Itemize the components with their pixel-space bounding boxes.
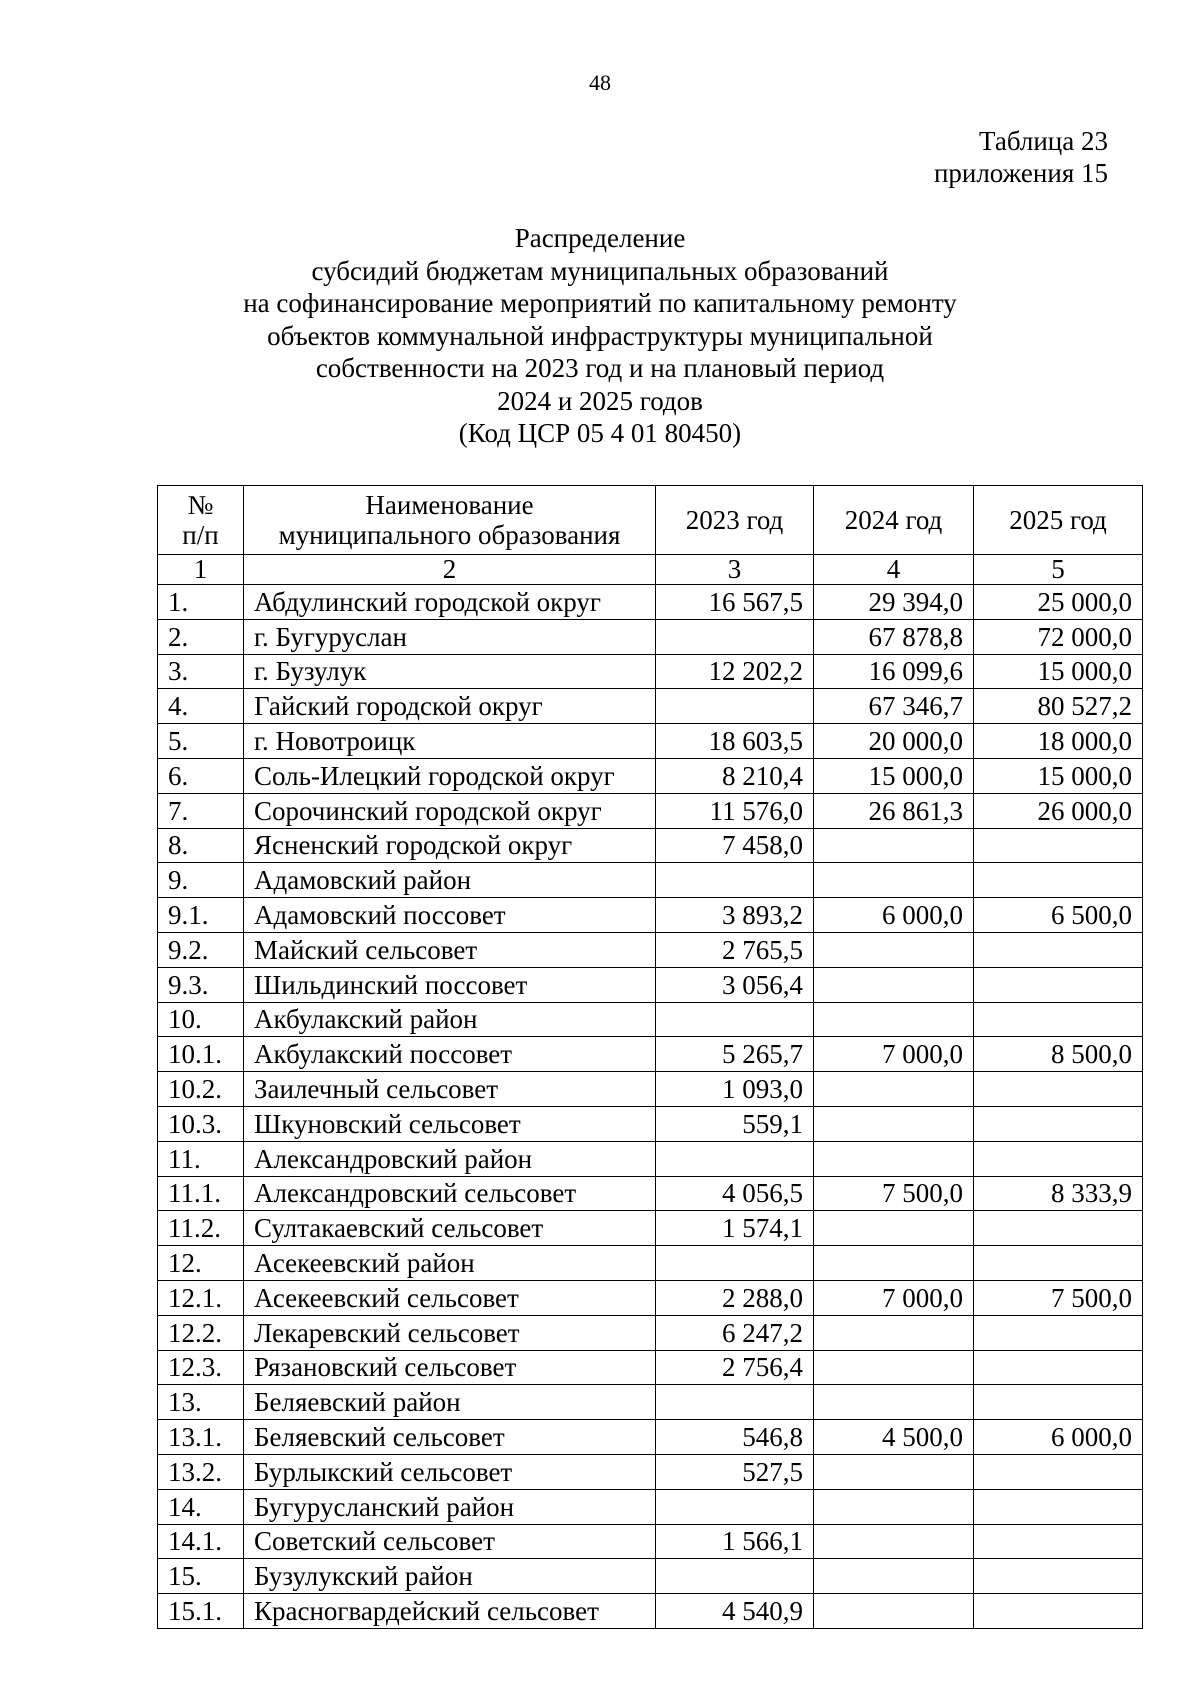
header-name-line-2: муниципального образования — [278, 520, 621, 550]
row-number-cell: 9. — [158, 863, 244, 898]
value-2023-cell: 2 765,5 — [656, 932, 814, 967]
value-2025-cell: 25 000,0 — [974, 585, 1143, 620]
value-2025-cell — [974, 932, 1143, 967]
table-row — [158, 793, 1143, 828]
municipality-name-cell: Беляевский район — [244, 1385, 656, 1420]
row-number-cell: 13.2. — [158, 1454, 244, 1489]
table-row — [158, 1002, 1143, 1037]
row-number-cell: 14.1. — [158, 1524, 244, 1559]
value-2025-cell — [974, 1594, 1143, 1629]
row-number-cell: 14. — [158, 1489, 244, 1524]
value-2025-cell: 8 500,0 — [974, 1037, 1143, 1072]
value-2025-cell: 6 500,0 — [974, 898, 1143, 933]
value-2023-cell: 4 056,5 — [656, 1176, 814, 1211]
row-number-cell: 10. — [158, 1002, 244, 1037]
value-2025-cell: 15 000,0 — [974, 654, 1143, 689]
value-2025-cell — [974, 967, 1143, 1002]
table-row — [158, 1246, 1143, 1281]
municipality-name-cell: Майский сельсовет — [244, 932, 656, 967]
value-2025-cell — [974, 1106, 1143, 1141]
municipality-name-cell: Ясненский городской округ — [244, 828, 656, 863]
subsidy-distribution-table — [157, 485, 1143, 1629]
row-number-cell: 3. — [158, 654, 244, 689]
value-2024-cell — [814, 1211, 974, 1246]
title-line: на софинансирование мероприятий по капитальному ремонту — [243, 288, 957, 318]
header-2024: 2024 год — [814, 486, 974, 555]
value-2024-cell: 7 000,0 — [814, 1037, 974, 1072]
value-2024-cell — [814, 932, 974, 967]
title-line: 2024 и 2025 годов — [497, 385, 703, 416]
row-number-cell: 12.2. — [158, 1315, 244, 1350]
municipality-name-cell: Рязановский сельсовет — [244, 1350, 656, 1385]
municipality-name-cell: г. Бузулук — [244, 654, 656, 689]
value-2025-cell — [974, 1524, 1143, 1559]
table-row — [158, 689, 1143, 724]
title-line: (Код ЦСР 05 4 01 80450) — [458, 418, 742, 448]
value-2025-cell: 18 000,0 — [974, 724, 1143, 759]
value-2023-cell: 3 893,2 — [656, 898, 814, 933]
value-2023-cell — [656, 689, 814, 724]
table-row — [158, 1280, 1143, 1315]
row-number-cell: 9.3. — [158, 967, 244, 1002]
row-number-cell: 12. — [158, 1246, 244, 1281]
table-row — [158, 1315, 1143, 1350]
table-row — [158, 828, 1143, 863]
value-2024-cell: 7 500,0 — [814, 1176, 974, 1211]
value-2025-cell: 6 000,0 — [974, 1420, 1143, 1455]
municipality-name-cell: Адамовский поссовет — [244, 898, 656, 933]
value-2024-cell — [814, 1454, 974, 1489]
value-2025-cell — [974, 1559, 1143, 1594]
value-2024-cell — [814, 1559, 974, 1594]
table-row — [158, 1594, 1143, 1629]
table-row — [158, 1211, 1143, 1246]
table-row — [158, 1350, 1143, 1385]
table-row — [158, 1524, 1143, 1559]
value-2024-cell: 4 500,0 — [814, 1420, 974, 1455]
value-2025-cell — [974, 1489, 1143, 1524]
header-2025: 2025 год — [974, 486, 1143, 555]
value-2023-cell — [656, 1246, 814, 1281]
municipality-name-cell: Соль-Илецкий городской округ — [244, 758, 656, 793]
table-body — [158, 585, 1143, 1629]
table-row — [158, 1072, 1143, 1107]
value-2024-cell — [814, 863, 974, 898]
column-number: 1 — [158, 555, 244, 585]
municipality-name-cell: Бурлыкский сельсовет — [244, 1454, 656, 1489]
row-number-cell: 13. — [158, 1385, 244, 1420]
value-2024-cell — [814, 1072, 974, 1107]
row-number-cell: 1. — [158, 585, 244, 620]
value-2024-cell: 20 000,0 — [814, 724, 974, 759]
table-row — [158, 619, 1143, 654]
value-2023-cell: 1 093,0 — [656, 1072, 814, 1107]
title-line: объектов коммунальной инфраструктуры муниципальной — [267, 320, 933, 351]
value-2023-cell: 1 566,1 — [656, 1524, 814, 1559]
table-row — [158, 1037, 1143, 1072]
municipality-name-cell: Лекаревский сельсовет — [244, 1315, 656, 1350]
municipality-name-cell: Бузулукский район — [244, 1559, 656, 1594]
value-2023-cell — [656, 1385, 814, 1420]
municipality-name-cell: Заилечный сельсовет — [244, 1072, 656, 1107]
table-row — [158, 1385, 1143, 1420]
value-2023-cell — [656, 1002, 814, 1037]
value-2023-cell: 18 603,5 — [656, 724, 814, 759]
page-number: 48 — [589, 70, 611, 95]
value-2024-cell: 29 394,0 — [814, 585, 974, 620]
value-2023-cell — [656, 863, 814, 898]
value-2023-cell: 5 265,7 — [656, 1037, 814, 1072]
value-2024-cell — [814, 967, 974, 1002]
value-2025-cell — [974, 1072, 1143, 1107]
municipality-name-cell: Красногвардейский сельсовет — [244, 1594, 656, 1629]
row-number-cell: 10.1. — [158, 1037, 244, 1072]
municipality-name-cell: Советский сельсовет — [244, 1524, 656, 1559]
column-number: 3 — [656, 555, 814, 585]
value-2024-cell — [814, 828, 974, 863]
column-number-row — [158, 555, 1143, 585]
table-row — [158, 654, 1143, 689]
row-number-cell: 10.2. — [158, 1072, 244, 1107]
value-2025-cell — [974, 1002, 1143, 1037]
table-row — [158, 724, 1143, 759]
title-line: субсидий бюджетам муниципальных образований — [311, 255, 889, 286]
value-2023-cell: 546,8 — [656, 1420, 814, 1455]
row-number-cell: 9.2. — [158, 932, 244, 967]
value-2023-cell: 6 247,2 — [656, 1315, 814, 1350]
value-2023-cell: 16 567,5 — [656, 585, 814, 620]
value-2023-cell: 1 574,1 — [656, 1211, 814, 1246]
column-number: 2 — [244, 555, 656, 585]
table-row — [158, 967, 1143, 1002]
value-2025-cell — [974, 1385, 1143, 1420]
value-2023-cell: 11 576,0 — [656, 793, 814, 828]
value-2024-cell — [814, 1002, 974, 1037]
value-2025-cell — [974, 828, 1143, 863]
table-row — [158, 1141, 1143, 1176]
title-line: Распределение — [514, 223, 686, 253]
value-2025-cell: 80 527,2 — [974, 689, 1143, 724]
value-2025-cell — [974, 1211, 1143, 1246]
row-number-cell: 15. — [158, 1559, 244, 1594]
value-2025-cell: 72 000,0 — [974, 619, 1143, 654]
table-row — [158, 1489, 1143, 1524]
municipality-name-cell: Александровский район — [244, 1141, 656, 1176]
value-2023-cell: 2 756,4 — [656, 1350, 814, 1385]
value-2025-cell — [974, 1141, 1143, 1176]
row-number-cell: 6. — [158, 758, 244, 793]
value-2025-cell — [974, 1350, 1143, 1385]
municipality-name-cell: Шкуновский сельсовет — [244, 1106, 656, 1141]
value-2023-cell: 527,5 — [656, 1454, 814, 1489]
row-number-cell: 12.3. — [158, 1350, 244, 1385]
value-2024-cell — [814, 1141, 974, 1176]
municipality-name-cell: Асекеевский сельсовет — [244, 1280, 656, 1315]
row-number-cell: 2. — [158, 619, 244, 654]
table-caption-line-1: Таблица 23 — [979, 126, 1108, 156]
row-number-cell: 4. — [158, 689, 244, 724]
value-2023-cell: 7 458,0 — [656, 828, 814, 863]
value-2025-cell: 26 000,0 — [974, 793, 1143, 828]
value-2023-cell — [656, 619, 814, 654]
value-2024-cell: 26 861,3 — [814, 793, 974, 828]
value-2024-cell: 15 000,0 — [814, 758, 974, 793]
value-2024-cell — [814, 1594, 974, 1629]
table-row — [158, 1420, 1143, 1455]
header-name — [244, 486, 656, 555]
column-number: 5 — [974, 555, 1143, 585]
header-number-line-1: № — [187, 490, 214, 520]
value-2024-cell — [814, 1106, 974, 1141]
value-2023-cell: 12 202,2 — [656, 654, 814, 689]
value-2025-cell: 7 500,0 — [974, 1280, 1143, 1315]
row-number-cell: 5. — [158, 724, 244, 759]
municipality-name-cell: Султакаевский сельсовет — [244, 1211, 656, 1246]
document-title — [0, 222, 1200, 450]
municipality-name-cell: г. Новотроицк — [244, 724, 656, 759]
row-number-cell: 10.3. — [158, 1106, 244, 1141]
municipality-name-cell: Шильдинский поссовет — [244, 967, 656, 1002]
municipality-name-cell: Адамовский район — [244, 863, 656, 898]
row-number-cell: 11.2. — [158, 1211, 244, 1246]
header-2023: 2023 год — [656, 486, 814, 555]
value-2025-cell — [974, 1454, 1143, 1489]
table-row — [158, 1106, 1143, 1141]
row-number-cell: 9.1. — [158, 898, 244, 933]
value-2023-cell: 2 288,0 — [656, 1280, 814, 1315]
municipality-name-cell: Сорочинский городской округ — [244, 793, 656, 828]
value-2023-cell: 559,1 — [656, 1106, 814, 1141]
value-2024-cell: 7 000,0 — [814, 1280, 974, 1315]
table-header-row — [158, 486, 1143, 555]
value-2024-cell — [814, 1350, 974, 1385]
value-2024-cell — [814, 1315, 974, 1350]
header-number-line-2: п/п — [182, 520, 219, 550]
column-number: 4 — [814, 555, 974, 585]
value-2024-cell: 6 000,0 — [814, 898, 974, 933]
municipality-name-cell: г. Бугуруслан — [244, 619, 656, 654]
table-row — [158, 758, 1143, 793]
value-2023-cell — [656, 1559, 814, 1594]
value-2024-cell: 16 099,6 — [814, 654, 974, 689]
row-number-cell: 13.1. — [158, 1420, 244, 1455]
table-row — [158, 1454, 1143, 1489]
municipality-name-cell: Асекеевский район — [244, 1246, 656, 1281]
value-2024-cell — [814, 1385, 974, 1420]
row-number-cell: 12.1. — [158, 1280, 244, 1315]
title-line: собственности на 2023 год и на плановый период — [315, 353, 885, 383]
value-2024-cell — [814, 1246, 974, 1281]
row-number-cell: 7. — [158, 793, 244, 828]
value-2025-cell: 8 333,9 — [974, 1176, 1143, 1211]
municipality-name-cell: Гайский городской округ — [244, 689, 656, 724]
value-2024-cell — [814, 1524, 974, 1559]
table-row — [158, 1559, 1143, 1594]
value-2024-cell — [814, 1489, 974, 1524]
municipality-name-cell: Акбулакский район — [244, 1002, 656, 1037]
table-caption — [934, 125, 1108, 189]
row-number-cell: 11. — [158, 1141, 244, 1176]
municipality-name-cell: Абдулинский городской округ — [244, 585, 656, 620]
table-row — [158, 863, 1143, 898]
value-2025-cell — [974, 1246, 1143, 1281]
value-2024-cell: 67 878,8 — [814, 619, 974, 654]
row-number-cell: 11.1. — [158, 1176, 244, 1211]
value-2025-cell: 15 000,0 — [974, 758, 1143, 793]
table-row — [158, 898, 1143, 933]
value-2023-cell: 3 056,4 — [656, 967, 814, 1002]
value-2023-cell — [656, 1141, 814, 1176]
table-row — [158, 1176, 1143, 1211]
row-number-cell: 15.1. — [158, 1594, 244, 1629]
header-name-line-1: Наименование — [365, 490, 534, 520]
value-2023-cell — [656, 1489, 814, 1524]
municipality-name-cell: Акбулакский поссовет — [244, 1037, 656, 1072]
municipality-name-cell: Александровский сельсовет — [244, 1176, 656, 1211]
table-row — [158, 585, 1143, 620]
value-2023-cell: 4 540,9 — [656, 1594, 814, 1629]
header-number — [158, 486, 244, 555]
table-row — [158, 932, 1143, 967]
value-2024-cell: 67 346,7 — [814, 689, 974, 724]
municipality-name-cell: Бугурусланский район — [244, 1489, 656, 1524]
municipality-name-cell: Беляевский сельсовет — [244, 1420, 656, 1455]
row-number-cell: 8. — [158, 828, 244, 863]
value-2023-cell: 8 210,4 — [656, 758, 814, 793]
value-2025-cell — [974, 1315, 1143, 1350]
value-2025-cell — [974, 863, 1143, 898]
table-caption-line-2: приложения 15 — [933, 158, 1108, 188]
